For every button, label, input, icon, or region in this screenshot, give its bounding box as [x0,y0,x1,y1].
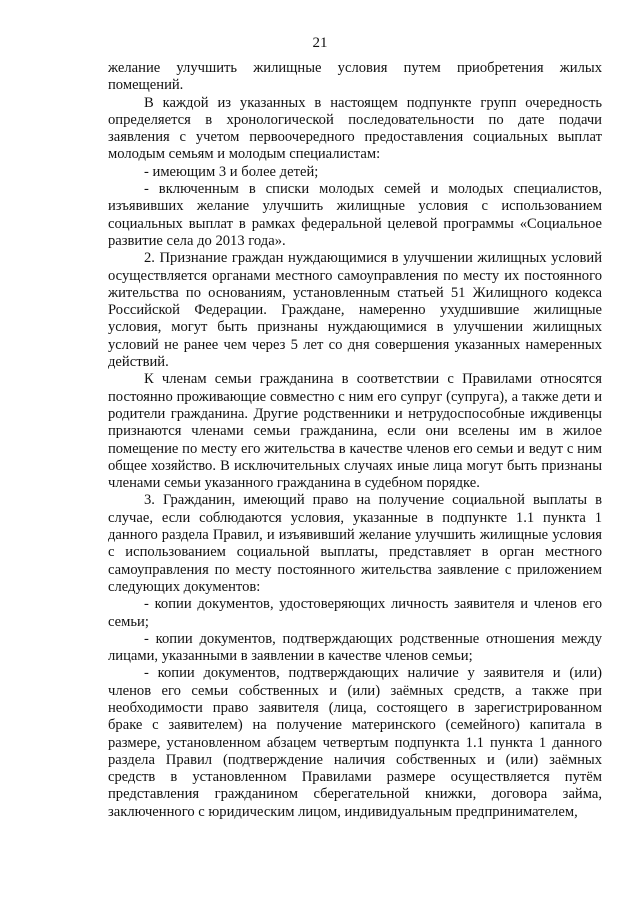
list-item-kinship-documents: - копии документов, подтверждающих родственные отношения между лицами, указанными в заявлении в качестве членов семьи; [108,630,602,665]
paragraph-section-3: 3. Гражданин, имеющий право на получение социальной выплаты в случае, если соблюдаются условия, указанные в подпункте 1.1 пункта 1 данного раздела Правил, и изъявивший желание улучшить жилищные условия с использованием социальной выплаты, представляет в орган местного самоуправления по месту постоянного жительства заявление с приложением следующих документов: [108,492,602,595]
paragraph-continuation: желание улучшить жилищные условия путем приобретения жилых помещений. [108,60,602,94]
paragraph-section-2: 2. Признание граждан нуждающимися в улучшении жилищных условий осуществляется органами местного самоуправления по месту их постоянного жительства по основаниям, установленным статьей 51 Жилищного кодекса Российской Федерации. Граждане, намеренно ухудшившие жилищные условия, могут быть признаны нуждающимися в улучшении жилищных условий не ранее чем через 5 лет со дня совершения указанных намеренных действий. [108,250,602,371]
list-item-funds-documents: - копии документов, подтверждающих наличие у заявителя и (или) членов его семьи собственных и (или) заёмных средств, а также при необходимости право заявителя (лица, состоящего в зарегистрированном браке с заявителем) на получение материнского (семейного) капитала в размере, установленном абзацем четвертым подпункта 1.1 пункта 1 данного раздела Правил (подтверждение наличия собственных и (или) заёмных средств в установленном Правилами размере осуществляется путём представления гражданином сберегательной книжки, договора займа, заключенного с юридическим лицом, индивидуальным предпринимателем, [108,665,602,820]
list-item-federal-program: - включенным в списки молодых семей и молодых специалистов, изъявивших желание улучшить жилищные условия с использованием социальных выплат в рамках федеральной целевой программы «Социальное развитие села до 2013 года». [108,181,602,249]
paragraph-queue-order: В каждой из указанных в настоящем подпункте групп очередность определяется в хронологической последовательности по дате подачи заявления с учетом первоочередного предоставления социальных выплат молодым семьям и молодым специалистам: [108,94,602,163]
page-number: 21 [312,35,328,51]
list-item-identity-documents: - копии документов, удостоверяющих личность заявителя и членов его семьи; [108,596,602,630]
document-body [108,60,602,821]
list-item-three-children: - имеющим 3 и более детей; [144,163,319,180]
paragraph-family-members: К членам семьи гражданина в соответствии с Правилами относятся постоянно проживающие совместно с ним его супруг (супруга), а также дети и родители гражданина. Другие родственники и нетрудоспособные иждивенцы признаются членами семьи гражданина, если они вселены им в жилое помещение по месту его жительства в качестве членов его семьи и ведут с ним общее хозяйство. В исключительных случаях иные лица могут быть признаны членами семьи указанного гражданина в судебном порядке. [108,371,602,492]
